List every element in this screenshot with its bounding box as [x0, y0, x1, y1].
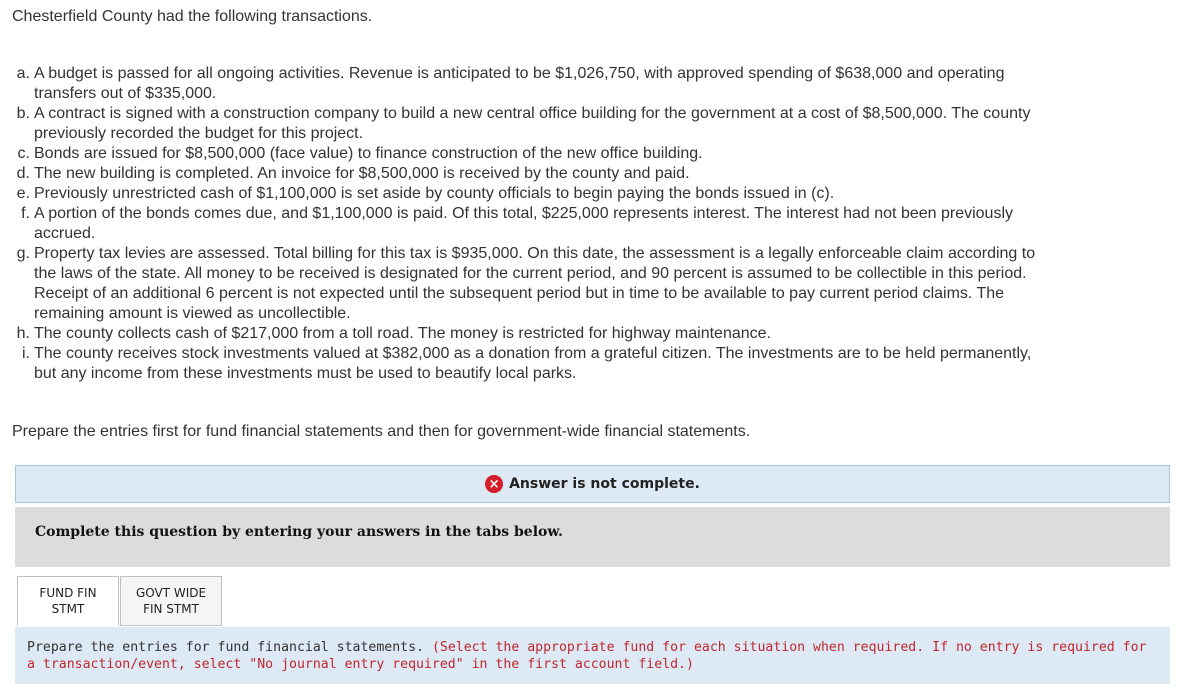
- panel-note: (Select the appropriate fund for each situation when required. If no entry is required for a transaction/event, select "No journal entry required" in the first account field.): [27, 640, 1147, 672]
- instruction-box: [15, 507, 1170, 567]
- transaction-letter: i.: [22, 345, 30, 362]
- transaction-letter: b.: [16, 105, 30, 122]
- transaction-item: [12, 324, 1052, 344]
- transaction-letter: g.: [16, 245, 30, 262]
- transaction-letter: c.: [17, 145, 30, 162]
- transaction-text: The county collects cash of $217,000 from a toll road. The money is restricted for highway maintenance.: [34, 325, 771, 342]
- transaction-item: [12, 164, 1052, 184]
- tab-panel-instructions: [15, 627, 1170, 684]
- instruction-text: Complete this question by entering your answers in the tabs below.: [35, 524, 563, 540]
- transaction-letter: f.: [21, 205, 30, 222]
- transaction-text: Bonds are issued for $8,500,000 (face value) to finance construction of the new office building.: [34, 145, 703, 162]
- tab-fund-fin-stmt[interactable]: FUND FIN STMT: [17, 576, 119, 626]
- error-x-icon: ×: [485, 475, 503, 493]
- transaction-text: The new building is completed. An invoice for $8,500,000 is received by the county and paid.: [34, 165, 690, 182]
- problem-intro: Chesterfield County had the following transactions.: [12, 8, 373, 25]
- transaction-item: [12, 184, 1052, 204]
- prepare-instruction: Prepare the entries first for fund financial statements and then for government-wide financial statements.: [12, 423, 751, 440]
- transaction-item: [12, 64, 1052, 104]
- transaction-text: Property tax levies are assessed. Total billing for this tax is $935,000. On this date, the assessment is a legally enforceable claim according to the laws of the state. All money to be received is designated for the current period, and 90 percent is assumed to be collectible in this period. Receipt of an additional 6 percent is not expected until the subsequent period but in time to be available to pay current period claims. The remaining amount is viewed as uncollectible.: [34, 245, 1036, 322]
- transaction-item: [12, 104, 1052, 144]
- tab-govt-wide-fin-stmt[interactable]: GOVT WIDE FIN STMT: [120, 576, 222, 626]
- transaction-text: Previously unrestricted cash of $1,100,000 is set aside by county officials to begin paying the bonds issued in (c).: [34, 185, 835, 202]
- answer-status-banner: [15, 465, 1170, 503]
- transaction-text: The county receives stock investments valued at $382,000 as a donation from a grateful citizen. The investments are to be held permanently, but any income from these investments must be used to beautify local parks.: [34, 345, 1032, 382]
- tab-bar: [17, 576, 222, 626]
- panel-text: Prepare the entries for fund financial statements.: [27, 640, 424, 655]
- transaction-letter: d.: [16, 165, 30, 182]
- transaction-item: [12, 204, 1052, 244]
- transaction-text: A budget is passed for all ongoing activities. Revenue is anticipated to be $1,026,750, with approved spending of $638,000 and operating transfers out of $335,000.: [34, 65, 1005, 102]
- transaction-letter: e.: [16, 185, 30, 202]
- transaction-item: [12, 144, 1052, 164]
- transaction-text: A portion of the bonds comes due, and $1,100,000 is paid. Of this total, $225,000 represents interest. The interest had not been previously accrued.: [34, 205, 1014, 242]
- answer-status-text: Answer is not complete.: [509, 476, 700, 492]
- transaction-text: A contract is signed with a construction company to build a new central office building for the government at a cost of $8,500,000. The county previously recorded the budget for this project.: [34, 105, 1031, 142]
- transaction-list: [12, 64, 1052, 384]
- transaction-letter: h.: [16, 325, 30, 342]
- transaction-item: [12, 244, 1052, 324]
- transaction-letter: a.: [16, 65, 30, 82]
- transaction-item: [12, 344, 1052, 384]
